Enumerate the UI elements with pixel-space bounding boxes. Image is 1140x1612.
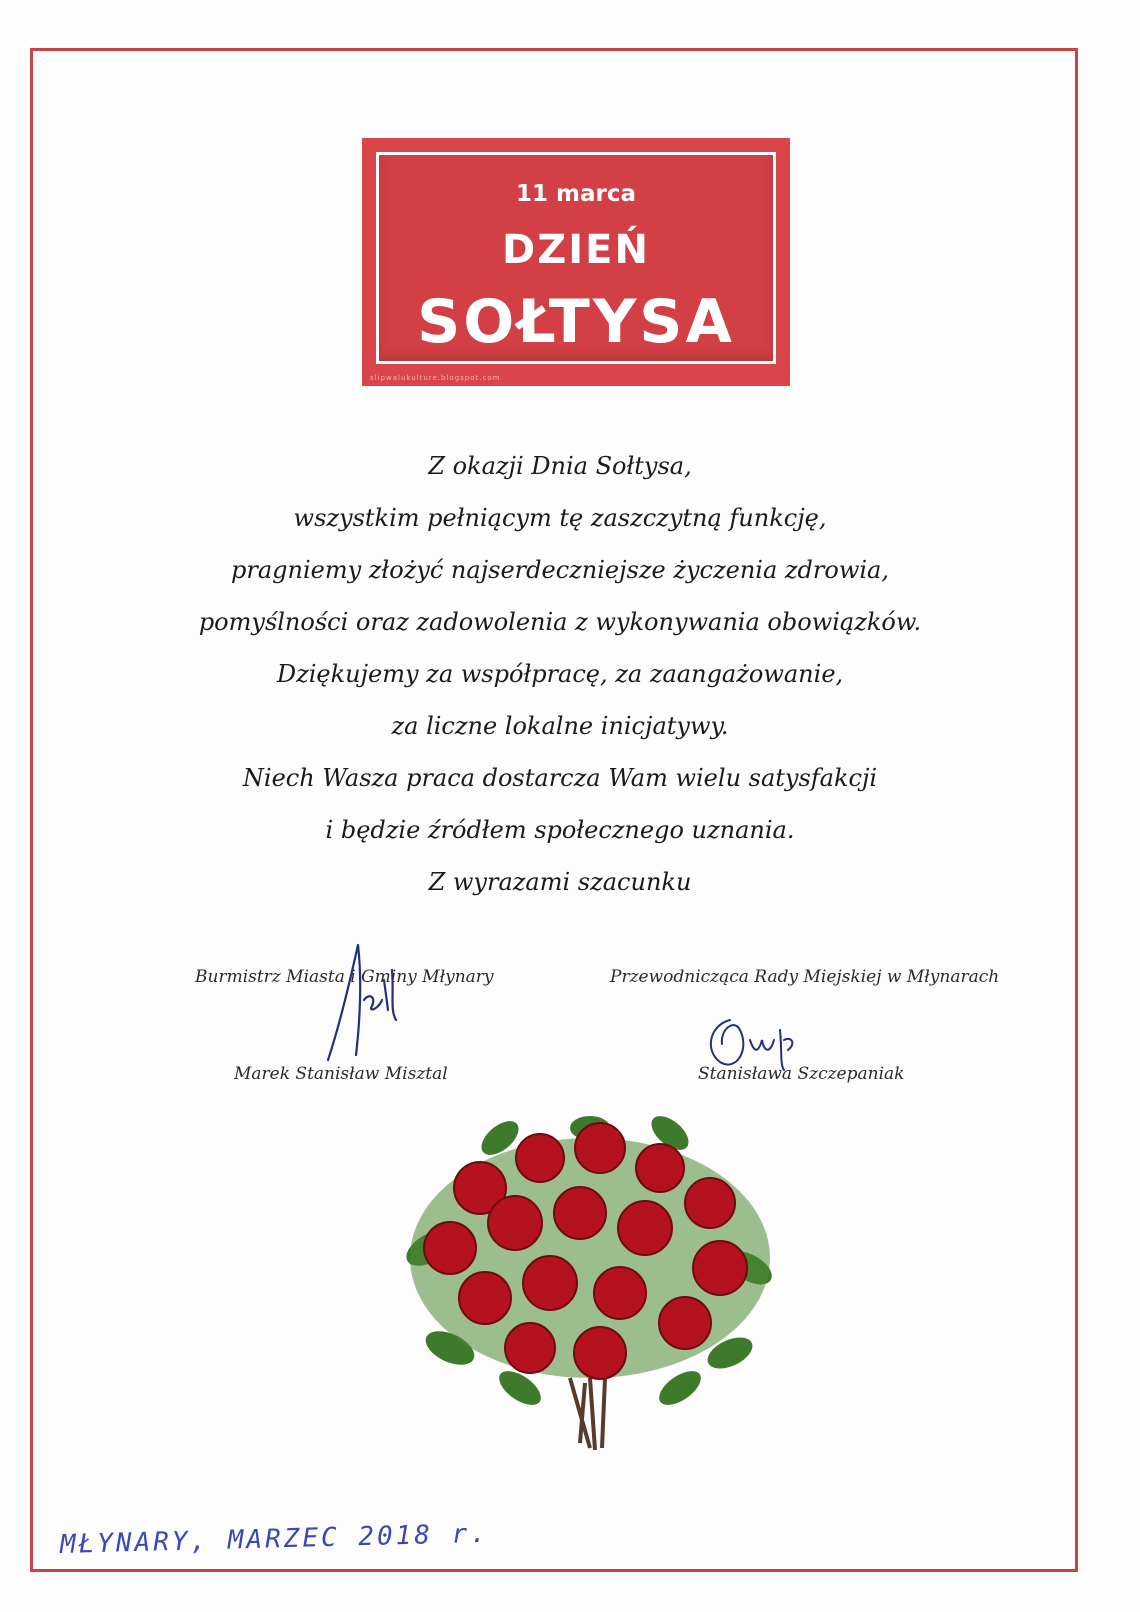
- banner: [362, 138, 790, 386]
- banner-title-line1: DZIEŃ: [502, 227, 650, 273]
- banner-caption: slipwalukulture.blogspot.com: [370, 374, 501, 382]
- rose-bouquet-image: [390, 1098, 790, 1478]
- greeting-closing: Z wyrazami szacunku: [428, 868, 692, 896]
- left-signature: [318, 940, 398, 1070]
- handwritten-place-date: MŁYNARY, MARZEC 2018 r.: [59, 1518, 490, 1560]
- left-signatory-name: Marek Stanisław Misztal: [234, 1064, 448, 1084]
- banner-title-line2: SOŁTYSA: [417, 287, 735, 357]
- greeting-line: Dziękujemy za współpracę, za zaangażowanie,: [276, 660, 844, 688]
- right-signatory-name: Stanisława Szczepaniak: [698, 1064, 905, 1084]
- greeting-line: Z okazji Dnia Sołtysa,: [428, 452, 692, 480]
- greeting-line: pragniemy złożyć najserdeczniejsze życzenia zdrowia,: [230, 556, 889, 584]
- greeting-line: za liczne lokalne inicjatywy.: [391, 712, 729, 740]
- greeting-text: [110, 440, 1010, 908]
- greeting-line: pomyślności oraz zadowolenia z wykonywania obowiązków.: [198, 608, 922, 636]
- right-signature: [700, 1010, 810, 1080]
- banner-date: 11 marca: [516, 181, 636, 207]
- right-signatory-title: Przewodnicząca Rady Miejskiej w Młynarach: [610, 967, 1000, 987]
- greeting-line: wszystkim pełniącym tę zaszczytną funkcję,: [293, 504, 827, 532]
- greeting-line: i będzie źródłem społecznego uznania.: [325, 816, 795, 844]
- banner-panel: [376, 152, 776, 364]
- left-signatory-title: Burmistrz Miasta i Gminy Młynary: [195, 967, 494, 987]
- greeting-line: Niech Wasza praca dostarcza Wam wielu satysfakcji: [242, 764, 878, 792]
- bouquet-stems: [570, 1378, 605, 1450]
